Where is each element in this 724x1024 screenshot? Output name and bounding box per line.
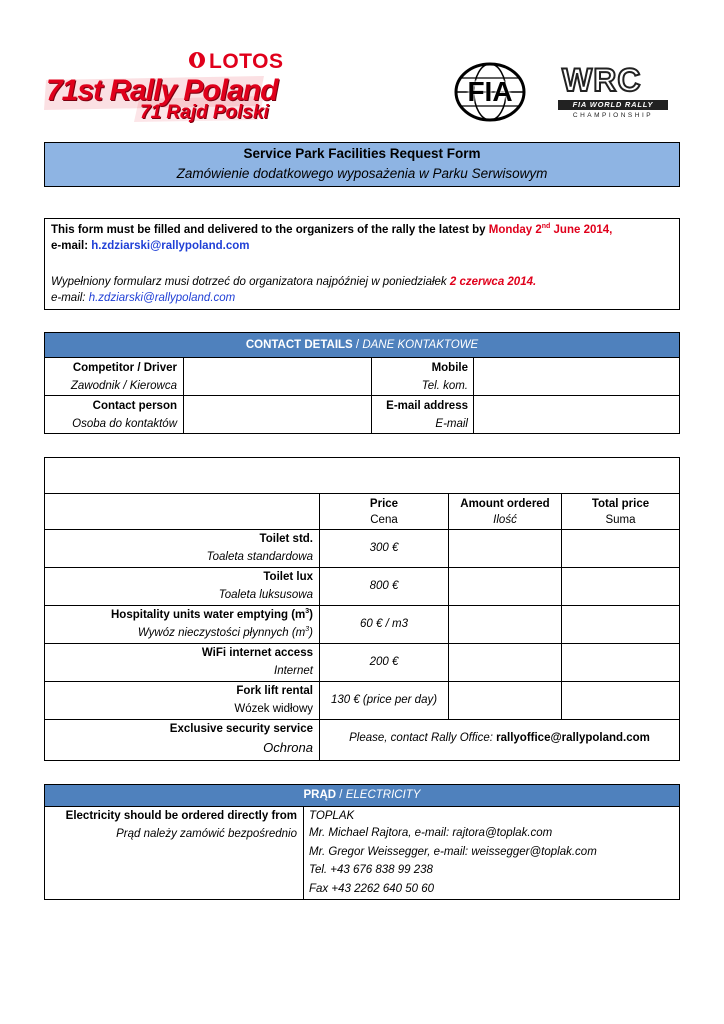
total-header-en: Total price (591, 498, 650, 510)
mobile-input[interactable] (474, 358, 679, 395)
amount-input[interactable] (449, 606, 561, 643)
total-input[interactable] (562, 530, 679, 567)
electricity-line-contact: Mr. Gregor Weissegger, e-mail: weissegger@toplak.com (309, 846, 597, 858)
item-price: 300 € (369, 542, 399, 554)
competitor-input[interactable] (184, 358, 371, 395)
total-input[interactable] (562, 568, 679, 605)
electricity-line-contact: Mr. Michael Rajtora, e-mail: rajtora@toplak.com (309, 827, 553, 839)
notice-en-email-label: e-mail: (51, 240, 92, 252)
contact-person-label-en: Contact person (92, 400, 177, 412)
price-header-en: Price (369, 498, 399, 510)
security-email[interactable]: rallyoffice@rallypoland.com (496, 732, 650, 744)
security-note (320, 729, 679, 747)
form-title-pl: Zamówienie dodatkowego wyposażenia w Parku Serwisowym (176, 166, 548, 181)
contact-table (44, 332, 680, 434)
amount-input[interactable] (449, 568, 561, 605)
notice-en-email-line (51, 237, 249, 255)
wrc-line1: FIA WORLD RALLY (558, 100, 668, 110)
rally-poland-logo (44, 44, 284, 124)
electricity-left-pl: Prąd należy zamówić bezpośrednio (116, 828, 297, 840)
lotos-wordmark: LOTOS (209, 50, 284, 73)
notice-pl-text: Wypełniony formularz musi dotrzeć do organizatora najpóźniej w poniedziałek (51, 276, 450, 288)
electricity-heading-sep: / (336, 789, 346, 801)
electricity-table (44, 784, 680, 900)
item-label-pl: Wózek widłowy (234, 703, 313, 715)
total-input[interactable] (562, 644, 679, 681)
notice-en-email[interactable]: h.zdziarski@rallypoland.com (91, 240, 250, 252)
notice-en-deadline-a: Monday 2 (488, 224, 542, 236)
security-note-text: Please, contact Rally Office: (349, 732, 497, 744)
electricity-heading-pl: PRĄD (303, 789, 337, 801)
email-label-pl: E-mail (435, 418, 468, 430)
wrc-logo (558, 62, 668, 122)
amount-input[interactable] (449, 644, 561, 681)
form-title-box (44, 142, 680, 187)
rally-subtitle: 71 Rajd Polski (140, 102, 269, 123)
contact-person-input[interactable] (184, 396, 371, 433)
notice-en-deadline-b: June 2014, (550, 224, 613, 236)
facilities-table (44, 457, 680, 761)
item-label-pl: Toaleta standardowa (206, 551, 313, 563)
electricity-left-en: Electricity should be ordered directly from (65, 810, 297, 822)
item-label-pl (45, 624, 313, 642)
item-price: 60 € / m3 (360, 618, 408, 630)
security-label-en: Exclusive security service (169, 723, 313, 735)
item-label-pl-end: ) (309, 627, 313, 639)
item-price: 800 € (369, 580, 399, 592)
item-label-en-end: ) (309, 609, 313, 621)
form-title-en: Service Park Facilities Request Form (243, 146, 481, 161)
amount-input[interactable] (449, 682, 561, 719)
notice-pl-email-line (51, 289, 235, 307)
total-header-pl: Suma (605, 514, 636, 526)
electricity-line-fax: Fax +43 2262 640 50 60 (309, 883, 435, 895)
wrc-line2: CHAMPIONSHIP (572, 112, 654, 119)
notice-en-text: This form must be filled and delivered to the organizers of the rally the latest by (51, 224, 489, 236)
item-label-en: Toilet lux (263, 571, 313, 583)
amount-header-pl: Ilość (493, 514, 517, 526)
item-label-pl-sup: 3 (305, 626, 310, 634)
rally-title: 71st Rally Poland (46, 74, 278, 107)
contact-person-label-pl: Osoba do kontaktów (72, 418, 177, 430)
item-label-pl: Internet (274, 665, 313, 677)
competitor-label-en: Competitor / Driver (72, 362, 177, 374)
notice-box (44, 218, 680, 310)
notice-pl-email-label: e-mail: (51, 292, 89, 304)
item-label-en: Toilet std. (259, 533, 313, 545)
amount-header-en: Amount ordered (460, 498, 550, 510)
item-price: 200 € (369, 656, 399, 668)
price-header-pl: Cena (370, 514, 398, 526)
electricity-line-phone: Tel. +43 676 838 99 238 (309, 864, 433, 876)
mobile-label-pl: Tel. kom. (421, 380, 468, 392)
email-input[interactable] (474, 396, 679, 433)
electricity-heading-en: ELECTRICITY (345, 789, 421, 801)
contact-heading (45, 333, 679, 357)
item-label-en-sup: 3 (305, 608, 310, 616)
item-label-pl: Toaleta luksusowa (218, 589, 313, 601)
contact-heading-en: CONTACT DETAILS (245, 339, 353, 351)
notice-pl-email[interactable]: h.zdziarski@rallypoland.com (88, 292, 236, 304)
item-price: 130 € (price per day) (330, 694, 438, 706)
competitor-label-pl: Zawodnik / Kierowca (70, 380, 177, 392)
mobile-label-en: Mobile (431, 362, 468, 374)
notice-pl-deadline: 2 czerwca 2014. (449, 276, 537, 288)
electricity-line-company: TOPLAK (309, 810, 355, 822)
item-label-pl-text: Wywóz nieczystości płynnych (m (137, 627, 306, 639)
item-label-en: WiFi internet access (201, 647, 313, 659)
wrc-wordmark: WRC (562, 62, 642, 98)
amount-input[interactable] (449, 530, 561, 567)
item-label-en: Fork lift rental (236, 685, 313, 697)
electricity-heading (45, 785, 679, 806)
fia-wordmark: FIA (467, 76, 513, 107)
item-label-en (45, 606, 313, 624)
security-label-pl: Ochrona (263, 740, 313, 755)
total-input[interactable] (562, 606, 679, 643)
email-label-en: E-mail address (386, 400, 468, 412)
total-input[interactable] (562, 682, 679, 719)
item-label-en-text: Hospitality units water emptying (m (111, 609, 306, 621)
notice-en-deadline-sup: nd (541, 223, 551, 231)
contact-heading-sep: / (352, 339, 363, 351)
fia-logo (452, 62, 528, 122)
contact-heading-pl: DANE KONTAKTOWE (362, 339, 479, 351)
